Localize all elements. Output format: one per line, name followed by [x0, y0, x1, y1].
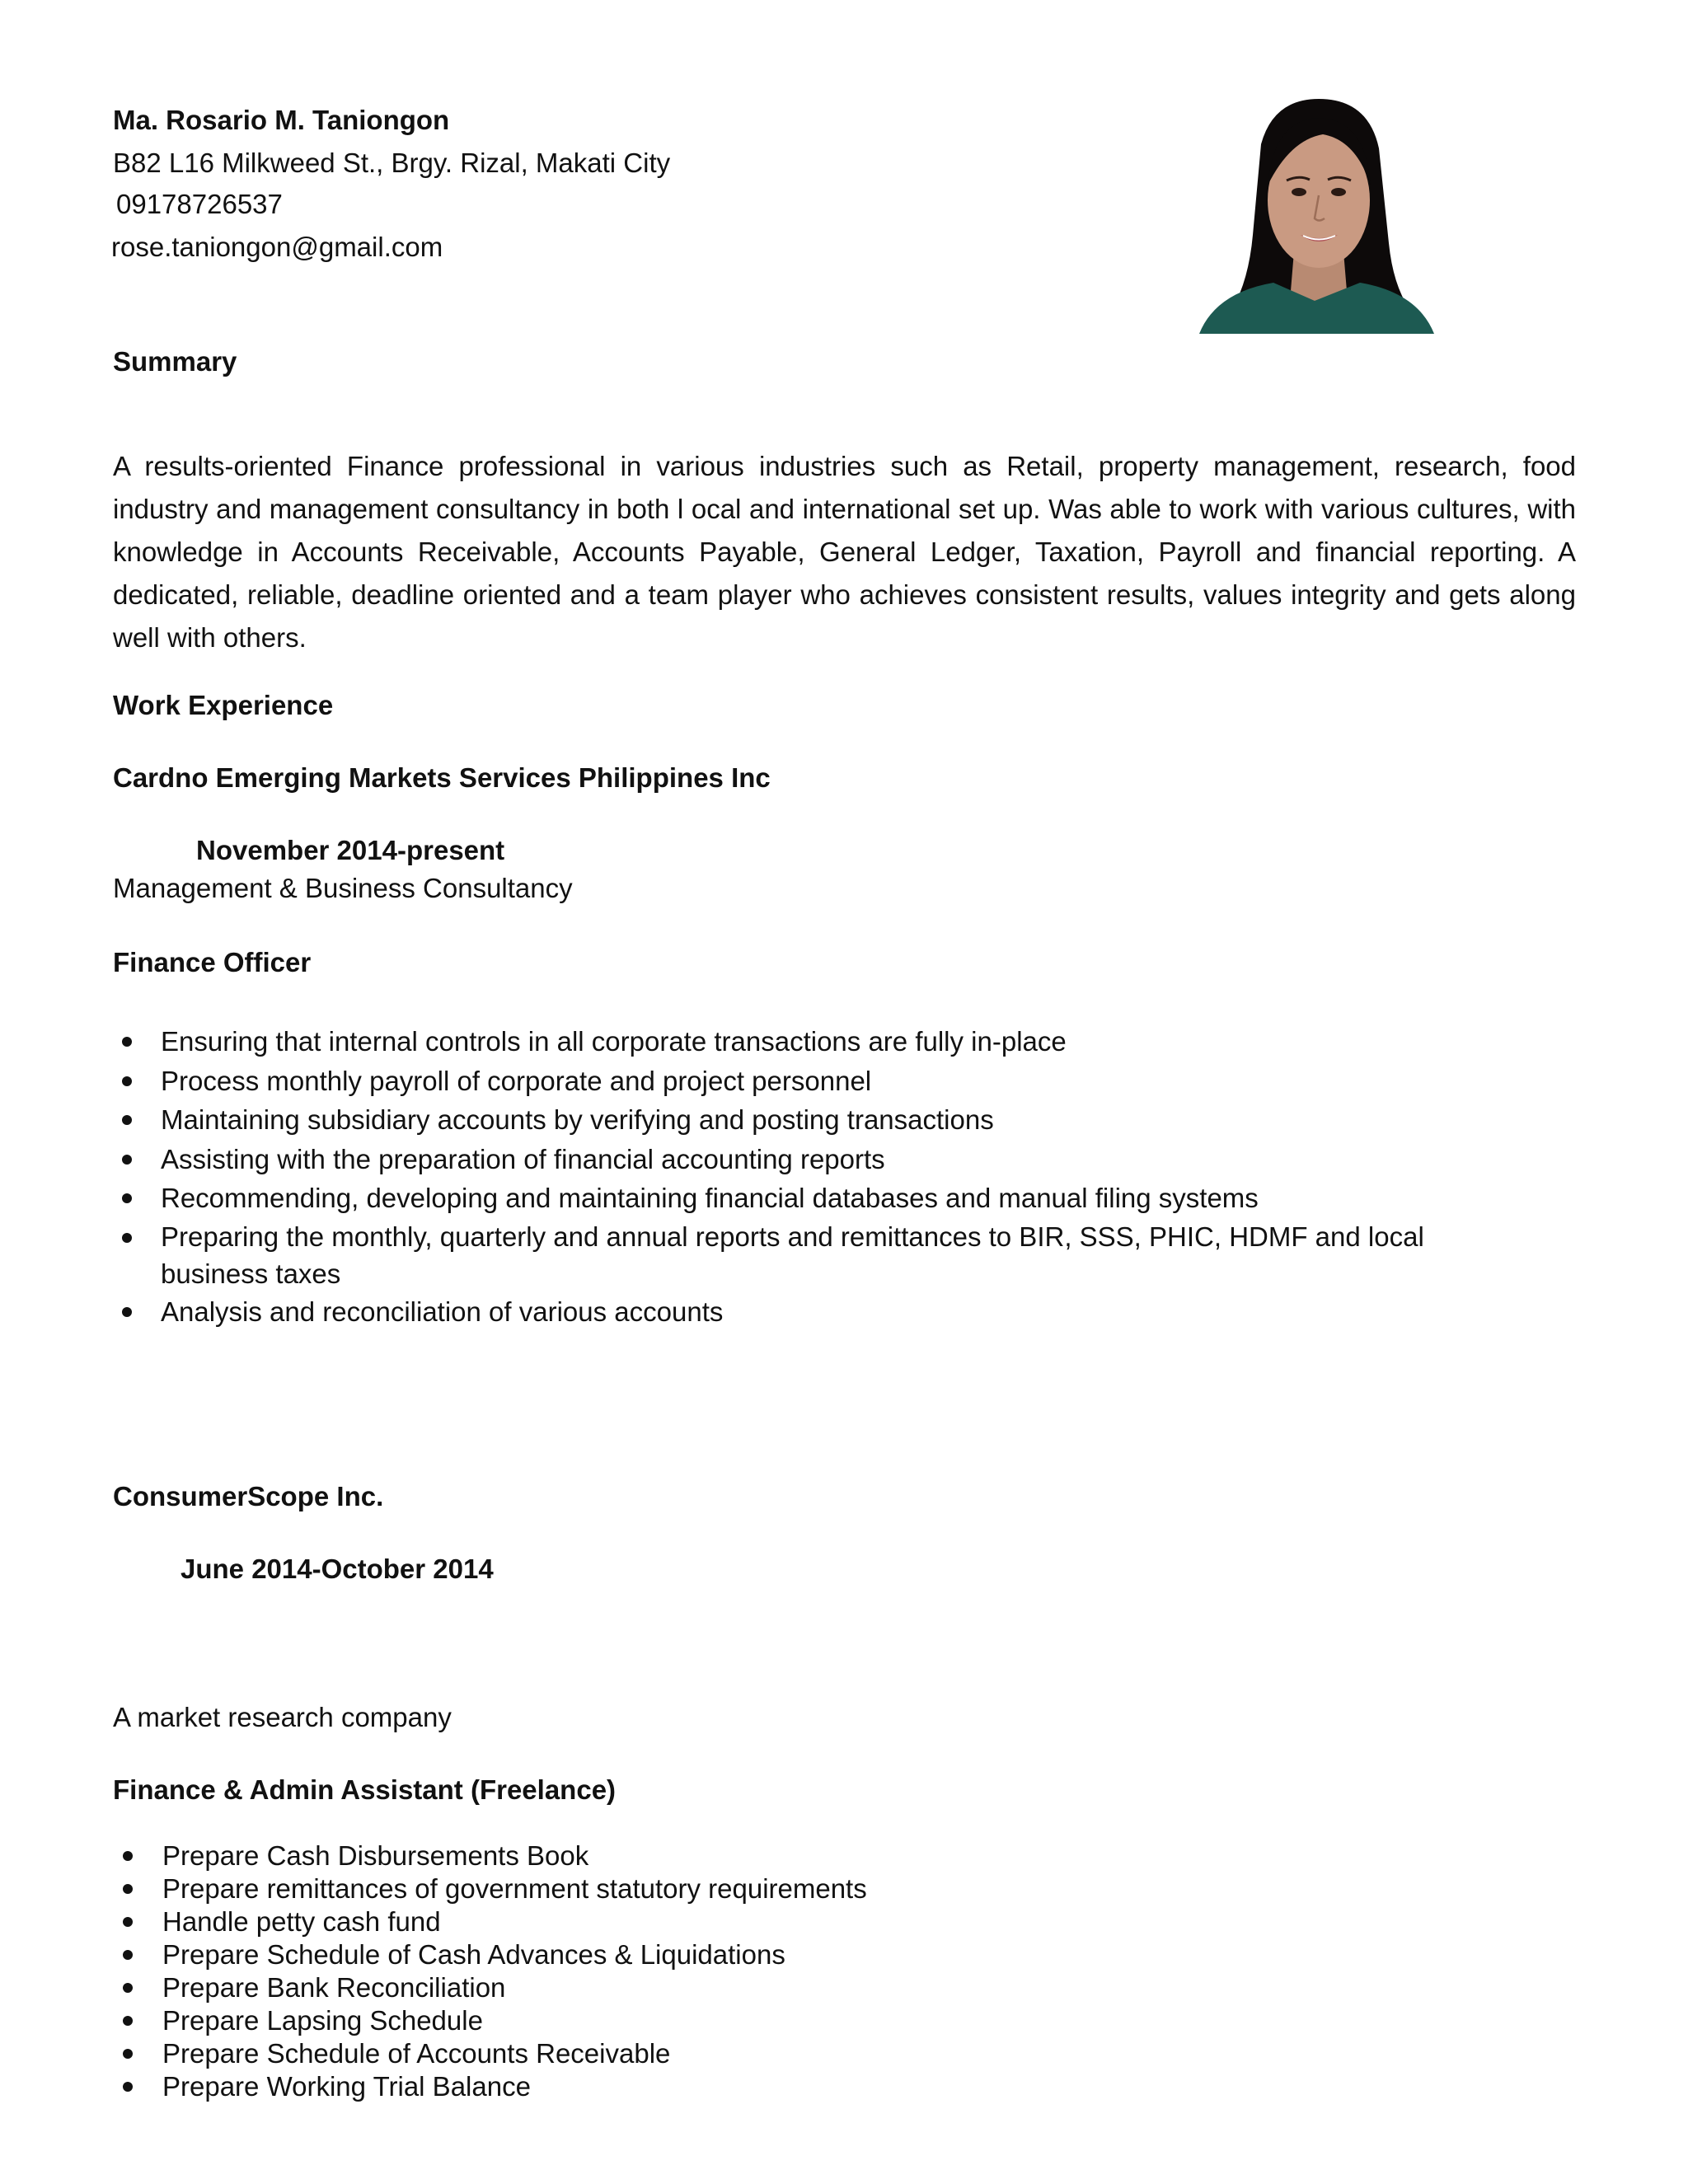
list-item-text: Recommending, developing and maintaining financial databases and manual filing systems: [161, 1183, 1259, 1213]
list-item: [113, 1179, 1448, 1218]
job-industry: Management & Business Consultancy: [113, 873, 573, 903]
bullet-icon: [122, 1037, 132, 1047]
list-item: [113, 1062, 1448, 1101]
bullet-icon: [122, 1076, 132, 1086]
bullet-icon: [122, 1233, 132, 1243]
bullet-icon: [122, 1193, 132, 1203]
list-item: [113, 2070, 1349, 2103]
list-item-text: Prepare Lapsing Schedule: [162, 2005, 483, 2036]
list-item-text: Prepare Working Trial Balance: [162, 2071, 531, 2102]
bullet-icon: [123, 1917, 133, 1927]
list-item-text: Process monthly payroll of corporate and project personnel: [161, 1065, 872, 1096]
list-item: [113, 1905, 1349, 1938]
list-item: [113, 1218, 1448, 1292]
list-item: [113, 1938, 1349, 1971]
bullet-icon: [123, 1983, 133, 1993]
bullet-icon: [122, 1307, 132, 1317]
job-responsibilities-list: [113, 1022, 1448, 1331]
list-item-text: Prepare remittances of government statutory requirements: [162, 1873, 867, 1904]
job-responsibilities-list: [113, 1840, 1349, 2103]
list-item-text: Ensuring that internal controls in all corporate transactions are fully in-place: [161, 1026, 1067, 1057]
list-item: [113, 1100, 1448, 1140]
job-title: Finance & Admin Assistant (Freelance): [113, 1774, 617, 1805]
job-dates: November 2014-present: [196, 835, 505, 865]
job-company: ConsumerScope Inc.: [113, 1481, 384, 1511]
job-title: Finance Officer: [113, 947, 312, 977]
list-item-text: Handle petty cash fund: [162, 1906, 441, 1937]
list-item-text: Preparing the monthly, quarterly and annual reports and remittances to BIR, SSS, PHIC, HDMF and local business taxes: [161, 1221, 1424, 1289]
list-item: [113, 1971, 1349, 2004]
work-experience-heading: Work Experience: [113, 690, 334, 720]
list-item-text: Analysis and reconciliation of various accounts: [161, 1296, 724, 1327]
summary-heading: Summary: [113, 346, 237, 377]
list-item: [113, 1872, 1349, 1905]
applicant-address: B82 L16 Milkweed St., Brgy. Rizal, Makati City: [113, 148, 671, 178]
list-item: [113, 2004, 1349, 2037]
bullet-icon: [122, 1155, 132, 1165]
bullet-icon: [123, 2049, 133, 2059]
applicant-name: Ma. Rosario M. Taniongon: [113, 105, 450, 135]
bullet-icon: [122, 1115, 132, 1125]
portrait-image: [1183, 95, 1447, 334]
summary-paragraph: A results-oriented Finance professional in various industries such as Retail, property management, research, food industry and management consultancy in both l ocal and international set up. Was able to work with various cultures, with knowledge in Accounts Receivable, Accounts Payable, General Ledger, Taxation, Payroll and financial reporting. A dedicated, reliable, deadline oriented and a team player who achieves consistent results, values integrity and gets along well with others.: [113, 451, 1576, 653]
bullet-icon: [123, 2016, 133, 2026]
bullet-icon: [123, 2082, 133, 2092]
job-dates: June 2014-October 2014: [181, 1554, 494, 1584]
applicant-photo: [1183, 95, 1447, 334]
list-item: [113, 1022, 1448, 1062]
applicant-phone: 09178726537: [116, 189, 283, 219]
bullet-icon: [123, 1884, 133, 1894]
list-item-text: Prepare Schedule of Cash Advances & Liquidations: [162, 1939, 785, 1970]
list-item: [113, 1292, 1448, 1332]
applicant-email: rose.taniongon@gmail.com: [111, 232, 443, 262]
job-company: Cardno Emerging Markets Services Philippines Inc: [113, 762, 771, 793]
bullet-icon: [123, 1851, 133, 1861]
list-item: [113, 1140, 1448, 1179]
list-item-text: Prepare Schedule of Accounts Receivable: [162, 2038, 671, 2069]
list-item: [113, 1840, 1349, 1872]
list-item: [113, 2037, 1349, 2070]
list-item-text: Prepare Bank Reconciliation: [162, 1972, 506, 2003]
list-item-text: Prepare Cash Disbursements Book: [162, 1840, 589, 1871]
list-item-text: Maintaining subsidiary accounts by verifying and posting transactions: [161, 1104, 994, 1135]
bullet-icon: [123, 1950, 133, 1960]
job-industry: A market research company: [113, 1702, 452, 1732]
list-item-text: Assisting with the preparation of financial accounting reports: [161, 1143, 885, 1174]
